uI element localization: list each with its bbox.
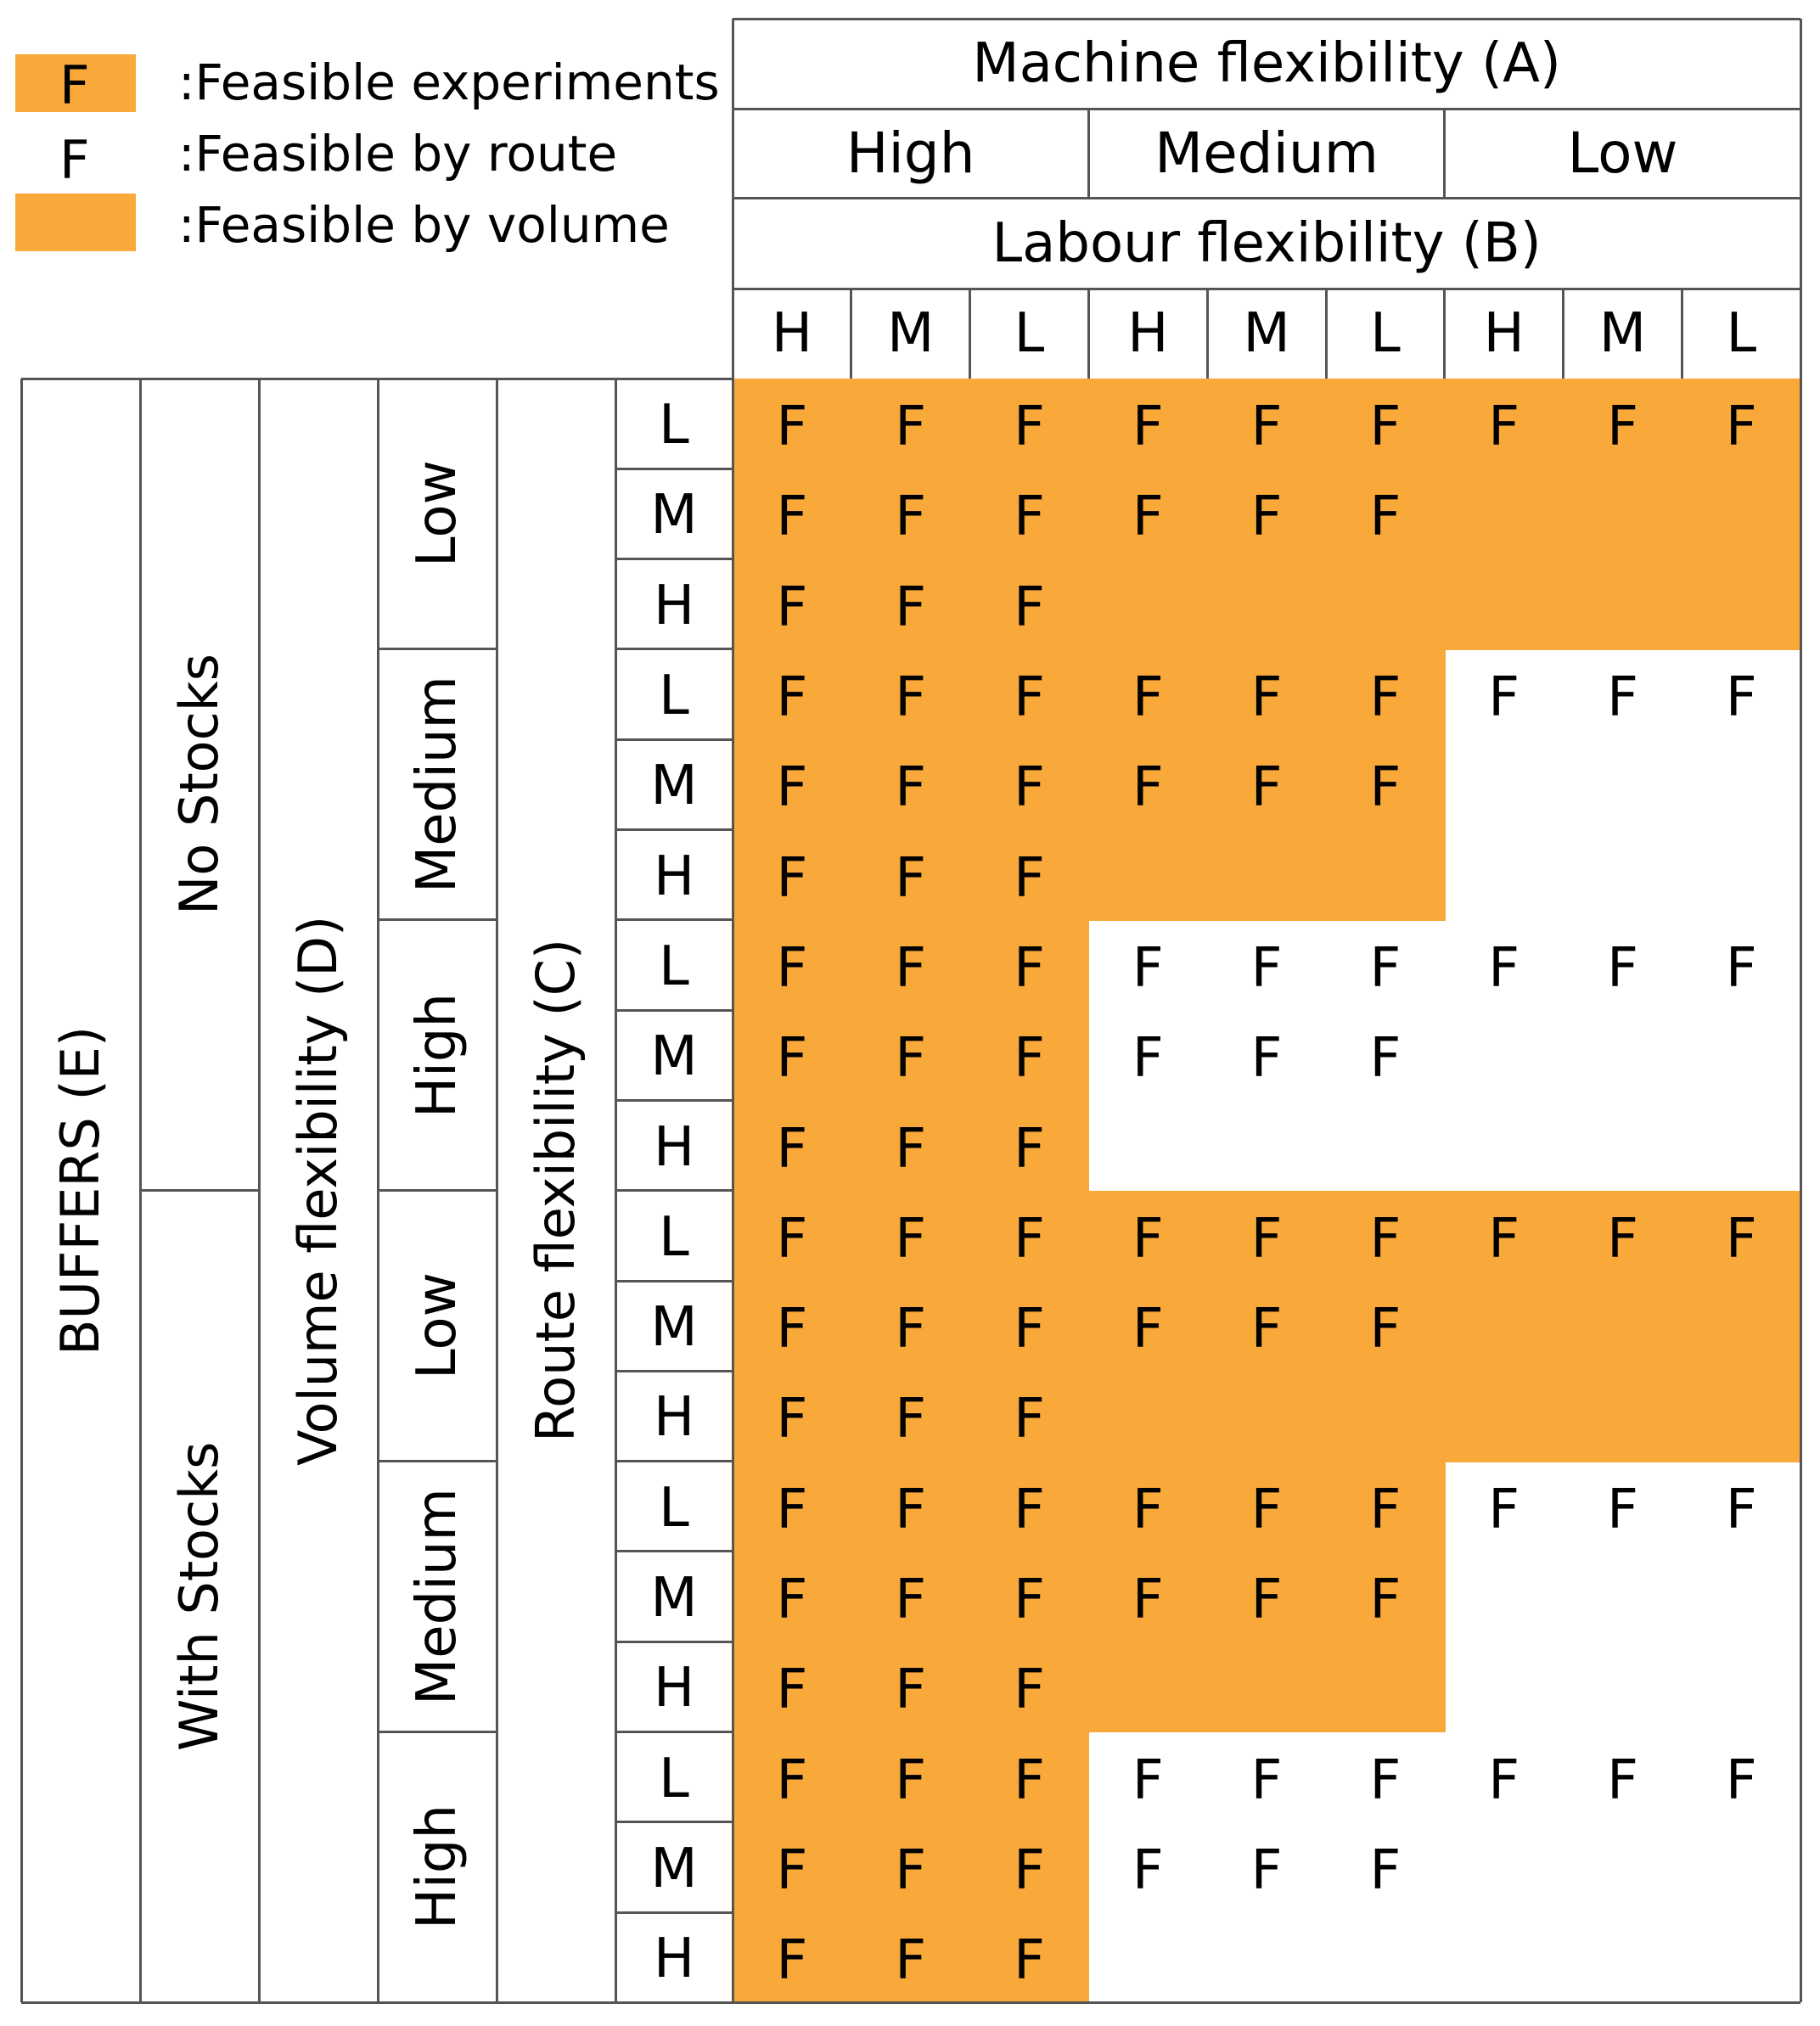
volume-level-medium: Medium <box>406 1488 469 1706</box>
route-feasible-mark: F <box>1607 1207 1638 1271</box>
route-level-header: L <box>659 1747 689 1810</box>
legend-letter-feasible-by-route: F <box>59 129 90 191</box>
labour-level-header: M <box>1243 302 1290 365</box>
volume-feasible-cell <box>1207 830 1327 921</box>
route-feasible-mark: F <box>1607 1748 1638 1812</box>
route-feasible-mark: F <box>1725 936 1757 1000</box>
labour-flexibility-header: Labour flexibility (B) <box>991 211 1542 275</box>
route-feasible-mark: F <box>1488 1748 1520 1812</box>
route-feasible-mark: F <box>1250 1569 1283 1632</box>
route-level-header: H <box>653 845 695 908</box>
labour-level-header: H <box>1127 302 1169 365</box>
route-feasible-mark: F <box>1250 1838 1283 1902</box>
volume-flexibility-header: Volume flexibility (D) <box>287 915 349 1466</box>
route-level-header: H <box>653 1657 695 1720</box>
route-feasible-mark: F <box>1132 756 1164 820</box>
volume-level-low: Low <box>406 460 469 568</box>
left-header-border <box>378 1189 497 1192</box>
route-feasible-mark: F <box>1132 1569 1164 1632</box>
route-level-header: M <box>650 1837 698 1900</box>
route-feasible-mark: F <box>1014 1207 1045 1271</box>
route-feasible-mark: F <box>895 1929 927 1993</box>
route-feasible-mark: F <box>895 1658 927 1722</box>
route-feasible-mark: F <box>1250 936 1283 1000</box>
route-feasible-mark: F <box>1250 666 1283 730</box>
route-feasible-mark: F <box>1132 396 1164 459</box>
volume-feasible-cell <box>1326 830 1446 921</box>
machine-flexibility-header: Machine flexibility (A) <box>972 32 1561 95</box>
route-feasible-mark: F <box>1132 1748 1164 1812</box>
stocks-level-with-stocks: With Stocks <box>168 1441 230 1752</box>
route-level-header: H <box>653 1928 695 1991</box>
route-feasible-mark: F <box>1250 1207 1283 1271</box>
route-feasible-mark: F <box>1014 1478 1045 1541</box>
route-feasible-mark: F <box>1369 396 1402 459</box>
route-feasible-mark: F <box>1132 1838 1164 1902</box>
labour-level-header: L <box>1370 302 1401 365</box>
route-level-header: M <box>650 755 698 818</box>
route-feasible-mark: F <box>1014 575 1045 639</box>
route-feasible-mark: F <box>1250 396 1283 459</box>
route-feasible-mark: F <box>1014 1929 1045 1993</box>
route-feasible-mark: F <box>1725 666 1757 730</box>
route-feasible-mark: F <box>1014 1388 1045 1451</box>
route-feasible-mark: F <box>776 1929 808 1993</box>
route-feasible-mark: F <box>776 756 808 820</box>
left-header-border <box>140 1189 259 1192</box>
left-header-border <box>378 1731 497 1733</box>
legend-label-feasible-by-route: :Feasible by route <box>178 125 618 182</box>
volume-feasible-cell <box>1564 1371 1683 1462</box>
route-feasible-mark: F <box>1488 936 1520 1000</box>
route-level-header: M <box>650 1025 698 1089</box>
route-feasible-mark: F <box>776 1027 808 1091</box>
route-feasible-mark: F <box>776 575 808 639</box>
left-header-border <box>20 379 23 2002</box>
route-feasible-mark: F <box>1014 396 1045 459</box>
route-feasible-mark: F <box>1369 666 1402 730</box>
volume-feasible-cell <box>1326 559 1446 650</box>
volume-feasible-cell <box>1445 1281 1564 1372</box>
route-feasible-mark: F <box>1132 936 1164 1000</box>
route-feasible-mark: F <box>1607 666 1638 730</box>
route-feasible-mark: F <box>1369 1027 1402 1091</box>
route-feasible-mark: F <box>1014 1569 1045 1632</box>
route-flexibility-header: Route flexibility (C) <box>525 939 587 1443</box>
route-feasible-mark: F <box>1607 1478 1638 1541</box>
route-feasible-mark: F <box>895 396 927 459</box>
volume-level-medium: Medium <box>406 676 469 894</box>
route-level-header: H <box>653 574 695 637</box>
route-feasible-mark: F <box>1014 1748 1045 1812</box>
volume-feasible-cell <box>1445 1371 1564 1462</box>
route-feasible-mark: F <box>1725 1207 1757 1271</box>
route-feasible-mark: F <box>1132 1478 1164 1541</box>
route-feasible-mark: F <box>776 846 808 910</box>
volume-feasible-cell <box>1564 469 1683 559</box>
volume-feasible-cell <box>1682 1281 1801 1372</box>
route-feasible-mark: F <box>1369 756 1402 820</box>
route-feasible-mark: F <box>1014 1027 1045 1091</box>
route-feasible-mark: F <box>776 1207 808 1271</box>
route-feasible-mark: F <box>1250 1478 1283 1541</box>
legend-label-feasible-experiments: :Feasible experiments <box>178 53 720 111</box>
route-feasible-mark: F <box>776 1478 808 1541</box>
volume-level-high: High <box>406 1804 469 1930</box>
volume-feasible-cell <box>1682 559 1801 650</box>
route-feasible-mark: F <box>1132 1027 1164 1091</box>
route-feasible-mark: F <box>1725 396 1757 459</box>
route-feasible-mark: F <box>1369 1478 1402 1541</box>
table-bottom-border <box>21 2001 1800 2004</box>
route-feasible-mark: F <box>1132 1207 1164 1271</box>
route-feasible-mark: F <box>776 666 808 730</box>
route-feasible-mark: F <box>895 1298 927 1361</box>
route-feasible-mark: F <box>895 1117 927 1181</box>
volume-feasible-cell <box>1445 469 1564 559</box>
volume-feasible-cell <box>1207 1642 1327 1732</box>
route-feasible-mark: F <box>1250 1298 1283 1361</box>
route-feasible-mark: F <box>1014 1658 1045 1722</box>
route-feasible-mark: F <box>895 575 927 639</box>
route-feasible-mark: F <box>1014 936 1045 1000</box>
volume-level-low: Low <box>406 1272 469 1380</box>
route-feasible-mark: F <box>1725 1748 1757 1812</box>
labour-level-header: M <box>887 302 935 365</box>
route-feasible-mark: F <box>1014 1117 1045 1181</box>
route-level-header: M <box>650 1296 698 1360</box>
route-feasible-mark: F <box>1014 846 1045 910</box>
labour-level-header: L <box>1014 302 1045 365</box>
route-feasible-mark: F <box>1369 1569 1402 1632</box>
left-header-border <box>378 1460 497 1462</box>
route-feasible-mark: F <box>895 1388 927 1451</box>
route-feasible-mark: F <box>895 1569 927 1632</box>
route-feasible-mark: F <box>1132 485 1164 549</box>
route-level-header: H <box>653 1115 695 1179</box>
route-feasible-mark: F <box>1014 666 1045 730</box>
route-feasible-mark: F <box>1014 1838 1045 1902</box>
route-feasible-mark: F <box>776 396 808 459</box>
volume-feasible-cell <box>1088 1642 1208 1732</box>
machine-level-low: Low <box>1567 120 1678 186</box>
route-level-header: L <box>659 394 689 457</box>
route-feasible-mark: F <box>776 1117 808 1181</box>
volume-feasible-cell <box>1088 1371 1208 1462</box>
route-feasible-mark: F <box>895 846 927 910</box>
labour-level-header: H <box>771 302 812 365</box>
volume-feasible-cell <box>1682 1371 1801 1462</box>
route-feasible-mark: F <box>1250 485 1283 549</box>
route-feasible-mark: F <box>895 756 927 820</box>
route-feasible-mark: F <box>895 1207 927 1271</box>
route-feasible-mark: F <box>895 936 927 1000</box>
route-feasible-mark: F <box>1369 1748 1402 1812</box>
route-feasible-mark: F <box>1250 1027 1283 1091</box>
legend-letter-feasible-experiments: F <box>59 54 90 116</box>
left-header-border <box>378 648 497 650</box>
route-feasible-mark: F <box>1014 485 1045 549</box>
volume-feasible-cell <box>1326 1371 1446 1462</box>
volume-feasible-cell <box>1682 469 1801 559</box>
route-feasible-mark: F <box>1369 936 1402 1000</box>
volume-feasible-cell <box>1445 559 1564 650</box>
route-feasible-mark: F <box>1132 666 1164 730</box>
labour-level-header: H <box>1483 302 1525 365</box>
volume-feasible-cell <box>1564 559 1683 650</box>
route-feasible-mark: F <box>1369 1298 1402 1361</box>
route-level-header: L <box>659 665 689 728</box>
buffers-header: BUFFERS (E) <box>49 1025 111 1355</box>
route-feasible-mark: F <box>776 485 808 549</box>
route-feasible-mark: F <box>1369 1207 1402 1271</box>
stocks-level-no-stocks: No Stocks <box>168 654 230 916</box>
route-feasible-mark: F <box>776 1388 808 1451</box>
route-feasible-mark: F <box>1488 1478 1520 1541</box>
left-header-border <box>378 918 497 921</box>
route-level-header: H <box>653 1386 695 1450</box>
route-feasible-mark: F <box>1369 1838 1402 1902</box>
route-feasible-mark: F <box>895 1478 927 1541</box>
machine-level-medium: Medium <box>1154 120 1379 186</box>
route-feasible-mark: F <box>895 1748 927 1812</box>
route-level-header: M <box>650 484 698 547</box>
volume-feasible-cell <box>1207 559 1327 650</box>
legend-swatch-feasible-by-volume <box>15 194 136 251</box>
volume-feasible-cell <box>1088 830 1208 921</box>
route-feasible-mark: F <box>1014 1298 1045 1361</box>
labour-level-header: M <box>1598 302 1647 365</box>
route-feasible-mark: F <box>1132 1298 1164 1361</box>
route-feasible-mark: F <box>776 936 808 1000</box>
route-feasible-mark: F <box>1607 396 1638 459</box>
route-feasible-mark: F <box>895 666 927 730</box>
volume-feasible-cell <box>1564 1281 1683 1372</box>
machine-level-high: High <box>845 120 975 186</box>
route-feasible-mark: F <box>895 1027 927 1091</box>
route-feasible-mark: F <box>1250 1748 1283 1812</box>
route-feasible-mark: F <box>1725 1478 1757 1541</box>
route-level-header: L <box>659 1205 689 1269</box>
route-feasible-mark: F <box>776 1838 808 1902</box>
route-feasible-mark: F <box>895 485 927 549</box>
volume-level-high: High <box>406 992 469 1118</box>
route-feasible-mark: F <box>1607 936 1638 1000</box>
route-feasible-mark: F <box>1014 756 1045 820</box>
route-feasible-mark: F <box>1250 756 1283 820</box>
labour-level-header: L <box>1726 302 1757 365</box>
route-level-header: L <box>659 934 689 998</box>
route-feasible-mark: F <box>776 1298 808 1361</box>
route-feasible-mark: F <box>776 1658 808 1722</box>
route-level-header: M <box>650 1567 698 1630</box>
route-feasible-mark: F <box>1369 485 1402 549</box>
legend-label-feasible-by-volume: :Feasible by volume <box>178 196 670 254</box>
route-feasible-mark: F <box>1488 396 1520 459</box>
route-feasible-mark: F <box>776 1748 808 1812</box>
route-feasible-mark: F <box>1488 666 1520 730</box>
route-feasible-mark: F <box>776 1569 808 1632</box>
route-feasible-mark: F <box>1488 1207 1520 1271</box>
volume-feasible-cell <box>1326 1642 1446 1732</box>
route-level-header: L <box>659 1476 689 1540</box>
volume-feasible-cell <box>1207 1371 1327 1462</box>
route-feasible-mark: F <box>895 1838 927 1902</box>
volume-feasible-cell <box>1088 559 1208 650</box>
